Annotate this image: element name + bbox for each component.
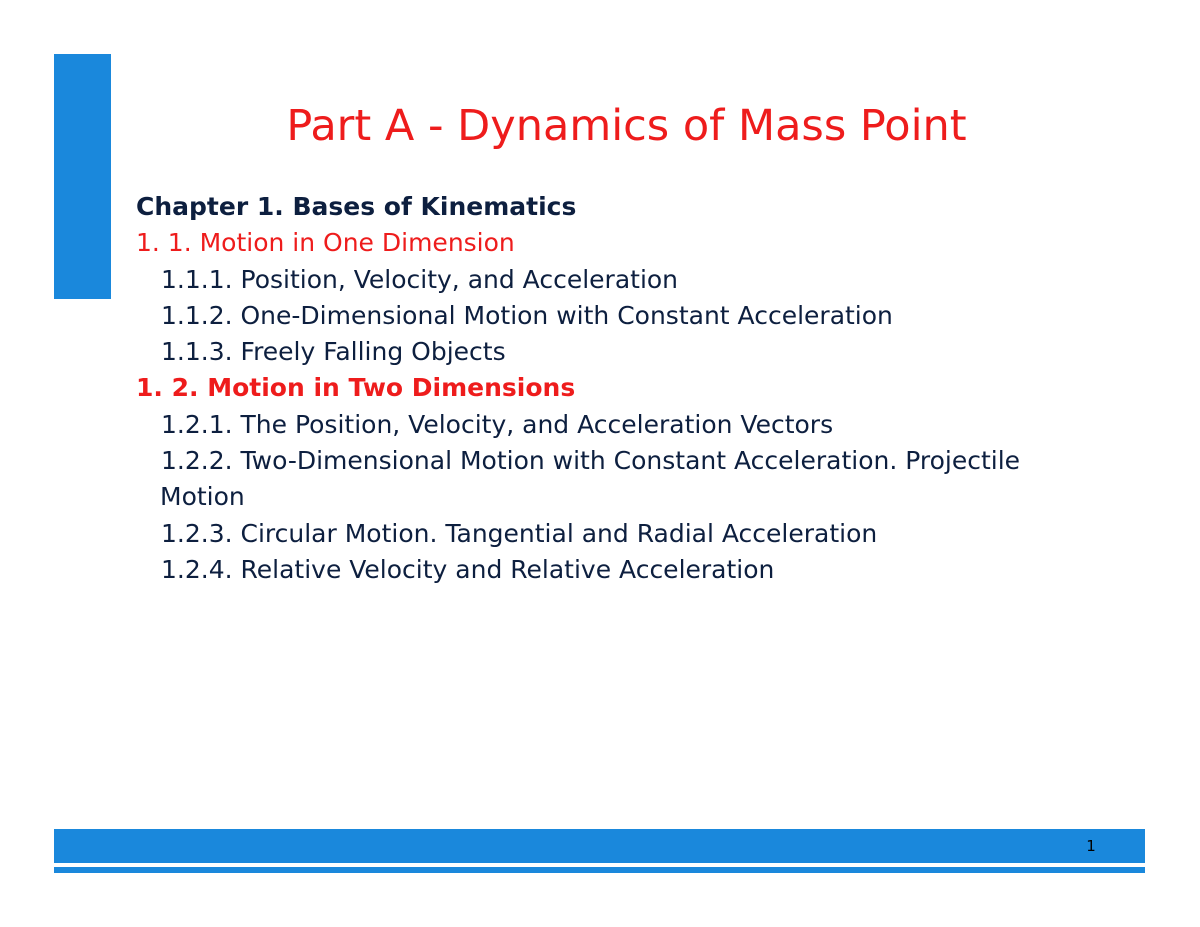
subsection-1-1-2: 1.1.2. One-Dimensional Motion with Constant Acceleration: [161, 300, 893, 330]
page-number: 1: [1086, 837, 1096, 855]
subsection-1-2-1: 1.2.1. The Position, Velocity, and Acceleration Vectors: [161, 409, 834, 439]
section-heading-1-2: 1. 2. Motion in Two Dimensions: [136, 373, 576, 403]
subsection-1-1-3: 1.1.3. Freely Falling Objects: [161, 337, 506, 367]
subsection-1-2-3: 1.2.3. Circular Motion. Tangential and Radial Acceleration: [161, 518, 878, 548]
subsection-1-2-2: 1.2.2. Two-Dimensional Motion with Constant Acceleration. Projectile: [161, 446, 1021, 476]
subsection-1-1-1: 1.1.1. Position, Velocity, and Acceleration: [161, 264, 679, 294]
chapter-heading: Chapter 1. Bases of Kinematics: [136, 192, 577, 221]
footer-rule: [54, 867, 1145, 873]
subsection-1-2-4: 1.2.4. Relative Velocity and Relative Acceleration: [161, 554, 775, 584]
table-of-contents: [136, 189, 1146, 588]
section-heading-1-1: 1. 1. Motion in One Dimension: [136, 228, 515, 258]
subsection-1-2-2-continued: Motion: [160, 482, 245, 512]
footer-bar: [54, 829, 1145, 863]
slide-title: Part A - Dynamics of Mass Point: [286, 101, 967, 151]
side-accent-bar: [54, 54, 111, 299]
